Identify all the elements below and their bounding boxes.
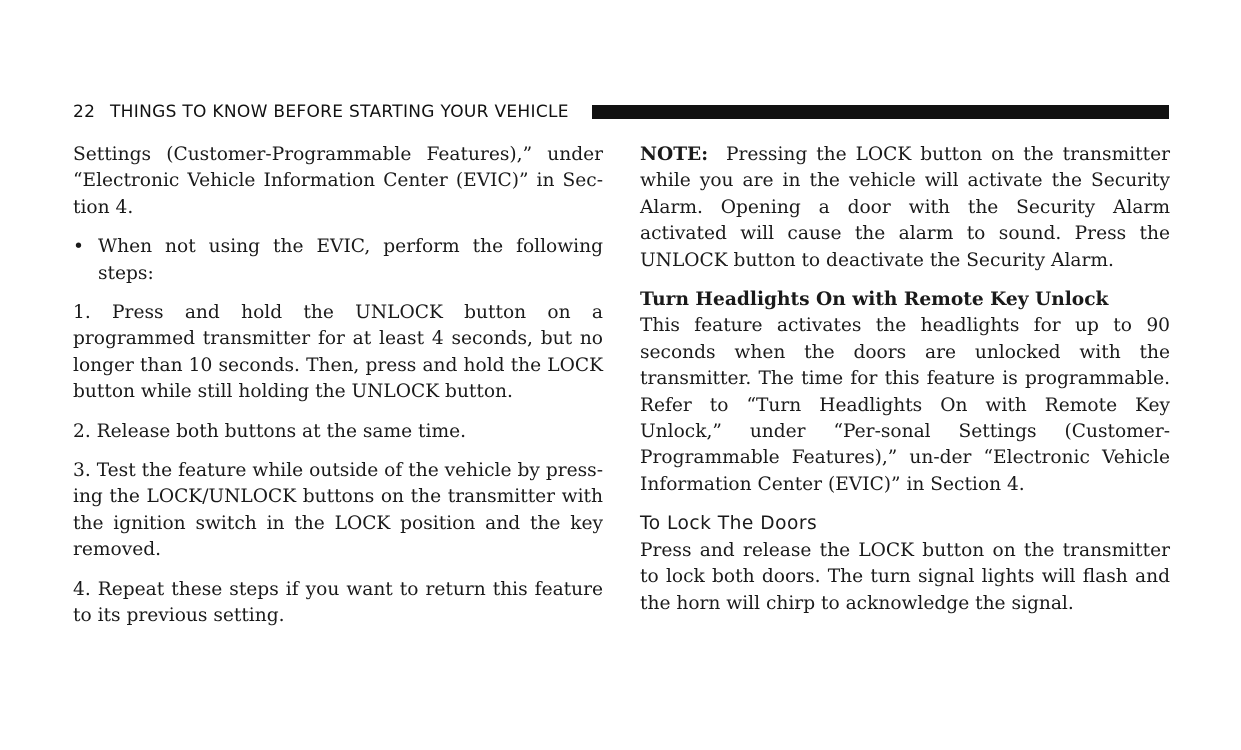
bullet-icon: • (73, 236, 84, 258)
chapter-title: THINGS TO KNOW BEFORE STARTING YOUR VEHICLE (110, 102, 569, 122)
lock-doors-heading: To Lock The Doors (640, 513, 818, 535)
step-2: 2. Release both buttons at the same time. (73, 420, 467, 442)
headlights-heading: Turn Headlights On with Remote Key Unlock (640, 289, 1109, 311)
page-number: 22 (73, 102, 96, 122)
lock-doors-paragraph: Press and release the LOCK button on the transmitter to lock both doors. The turn signal lights will flash and the horn will chirp to acknowledge the signal. (640, 539, 1170, 614)
bullet-item (73, 234, 603, 287)
step-3: 3. Test the feature while outside of the vehicle by press-ing the LOCK/UNLOCK buttons on the transmitter with the ignition switch in the LOCK position and the key removed. (73, 460, 603, 561)
note-paragraph (640, 142, 1170, 274)
running-header (73, 101, 1169, 125)
header-rule (592, 105, 1169, 119)
step-4: 4. Repeat these steps if you want to return this feature to its previous setting. (73, 578, 603, 627)
note-text: Pressing the LOCK button on the transmitter while you are in the vehicle will activate the Security Alarm. Opening a door with the Security Alarm activated will cause the alarm to sound. Press the UNLOCK button to deactivate the Security Alarm. (640, 144, 1170, 271)
headlights-paragraph: This feature activates the headlights for up to 90 seconds when the doors are unlocked with the transmitter. The time for this feature is programmable. Refer to “Turn Headlights On with Remote Key Unlock,” under “Per-sonal Settings (Customer-Programmable Features),” un-der “Electronic Vehicle Information Center (EVIC)” in Section 4. (640, 315, 1170, 495)
bullet-text: When not using the EVIC, perform the following steps: (98, 236, 603, 284)
step-1: 1. Press and hold the UNLOCK button on a programmed transmitter for at least 4 seconds, but no longer than 10 seconds. Then, press and hold the LOCK button while still holding the UNLOCK button. (73, 302, 603, 403)
left-column (73, 142, 603, 643)
right-column (640, 142, 1170, 630)
note-label: NOTE: (640, 144, 709, 165)
intro-paragraph: Settings (Customer-Programmable Features),” under “Electronic Vehicle Information Center (EVIC)” in Sec-tion 4. (73, 144, 603, 218)
